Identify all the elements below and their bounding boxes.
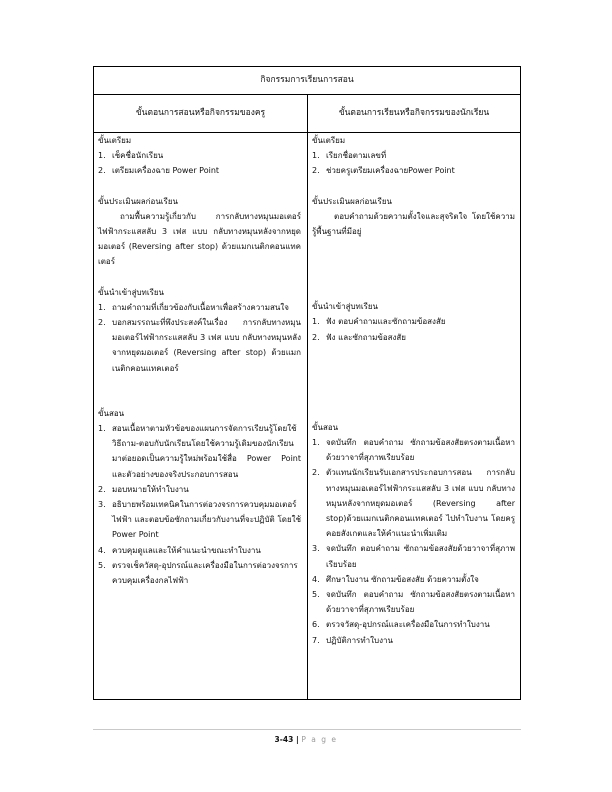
paragraph: ตอบคำถามด้วยความตั้งใจและสุจริตใจ โดยใช้ความรู้พื้นฐานที่มีอยู่ — [312, 211, 515, 237]
right-prep-section — [312, 133, 515, 179]
page-number: 3-43 — [274, 735, 294, 744]
page-footer — [0, 735, 612, 744]
student-activities-column — [312, 133, 515, 648]
list-item: 2. ฟัง และซักถามข้อสงสัย — [312, 332, 406, 342]
list-item: 5. จดบันทึก ตอบคำถาม ซักถามข้อสงสัยตรงตามเนื้อหาด้วยวาจาที่สุภาพเรียบร้อย — [312, 590, 515, 615]
teacher-activities-column — [98, 133, 301, 588]
left-teach-section — [98, 406, 301, 588]
list-item: 4. ควบคุมดูแลและให้คำแนะนำขณะทำใบงาน — [98, 545, 261, 555]
section-heading: ขั้นเตรียม — [312, 136, 346, 145]
section-heading: ขั้นประเมินผลก่อนเรียน — [98, 196, 178, 206]
left-prep-section — [98, 133, 301, 179]
list-item: 1. จดบันทึก ตอบคำถาม ซักถามข้อสงสัยตรงตามเนื้อหาด้วยวาจาที่สุภาพเรียบร้อย — [312, 438, 515, 463]
list-item: 2. เตรียมเครื่องฉาย Power Point — [98, 166, 220, 176]
list-item: 1. ฟัง ตอบคำถามและซักถามข้อสงสัย — [312, 317, 446, 327]
list-item: 2. ช่วยครูเตรียมเครื่องฉายPower Point — [312, 166, 455, 176]
right-teach-section — [312, 420, 515, 648]
list-item: 3. จดบันทึก ตอบคำถาม ซักถามข้อสงสัยด้วยวาจาที่สุภาพเรียบร้อย — [312, 544, 515, 569]
table-title: กิจกรรมการเรียนการสอน — [94, 67, 520, 95]
column-divider — [307, 95, 308, 699]
section-heading: ขั้นสอน — [312, 422, 339, 432]
section-heading: ขั้นนำเข้าสู่บทเรียน — [98, 287, 165, 297]
list-item: 5. ตรวจเช็ควัสดุ-อุปกรณ์และเครื่องมือในการต่อวงจรการควบคุมเครื่องกลไฟฟ้า — [98, 560, 298, 586]
list-item: 2. ตัวแทนนักเรียนรับเอกสารประกอบการสอน การกลับทางหมุนมอเตอร์ไฟฟ้ากระแสสลับ 3 เฟส แบบ กลับทางหมุนหลังจากหยุดมอเตอร์ (Reversing after stop)ด้วยแมกเนติกคอนแทคเตอร์ ไปทำใบงาน โดยครูคอยสังเกตและให้คำแนะนำเพิ่มเติม — [312, 468, 515, 539]
list-item: 7. ปฏิบัติการทำใบงาน — [312, 635, 393, 645]
section-heading: ขั้นสอน — [98, 408, 125, 418]
page-word: P a g e — [301, 735, 338, 744]
lesson-activities-table — [93, 66, 521, 700]
list-item: 6. ตรวจวัสดุ-อุปกรณ์และเครื่องมือในการทำใบงาน — [312, 620, 490, 630]
section-heading: ขั้นประเมินผลก่อนเรียน — [312, 196, 392, 206]
list-item: 3. อธิบายพร้อมเทคนิคในการต่อวงจรการควบคุมมอเตอร์ไฟฟ้า และตอบข้อซักถามเกี่ยวกับงานที่จะปฏิบัติ โดยใช้ Power Point — [98, 500, 301, 540]
list-item: 1. เรียกชื่อตามเลขที่ — [312, 151, 387, 161]
list-item: 2. บอกสมรรถนะที่พึงประสงค์ในเรื่อง การกลับทางหมุนมอเตอร์ไฟฟ้ากระแสสลับ 3 เฟส แบบ กลับทางหมุนหลังจากหยุดมอเตอร์ (Reversing after stop) ด้วยแมกเนติกคอนแทคเตอร์ — [98, 318, 301, 373]
right-column-header: ขั้นตอนการเรียนหรือกิจกรรมของนักเรียน — [338, 108, 490, 118]
left-intro-section — [98, 285, 301, 376]
list-item: 1. เช็คชื่อนักเรียน — [98, 151, 164, 161]
paragraph: ถามพื้นความรู้เกี่ยวกับ การกลับทางหมุนมอเตอร์ไฟฟ้ากระแสสลับ 3 เฟส แบบ กลับทางหมุนหลังจากหยุดมอเตอร์ (Reversing after stop) ด้วยแมกเนติกคอนแทคเตอร์ — [98, 211, 301, 267]
right-pretest-section — [312, 194, 515, 240]
section-heading: ขั้นนำเข้าสู่บทเรียน — [312, 302, 379, 312]
section-heading: ขั้นเตรียม — [98, 136, 132, 145]
list-item: 1. ถามคำถามที่เกี่ยวข้องกับเนื้อหาเพื่อสร้างความสนใจ — [98, 302, 289, 312]
list-item: 2. มอบหมายให้ทำใบงาน — [98, 484, 189, 494]
left-column-header: ขั้นตอนการสอนหรือกิจกรรมของครู — [135, 108, 266, 118]
footer-divider — [93, 729, 521, 730]
footer-separator: | — [295, 735, 299, 744]
right-intro-section — [312, 299, 515, 345]
list-item: 4. ศึกษาใบงาน ซักถามข้อสงสัย ด้วยความตั้งใจ — [312, 574, 479, 584]
left-pretest-section — [98, 194, 301, 270]
list-item: 1. สอนเนื้อหาตามหัวข้อของแผนการจัดการเรียนรู้โดยใช้วิธีถาม-ตอบกับนักเรียนโดยใช้ความรู้เดิมของนักเรียนมาต่อยอดเป็นความรู้ใหม่พร้อมใช้สื่อ Power Point และตัวอย่างของจริงประกอบการสอน — [98, 424, 301, 479]
